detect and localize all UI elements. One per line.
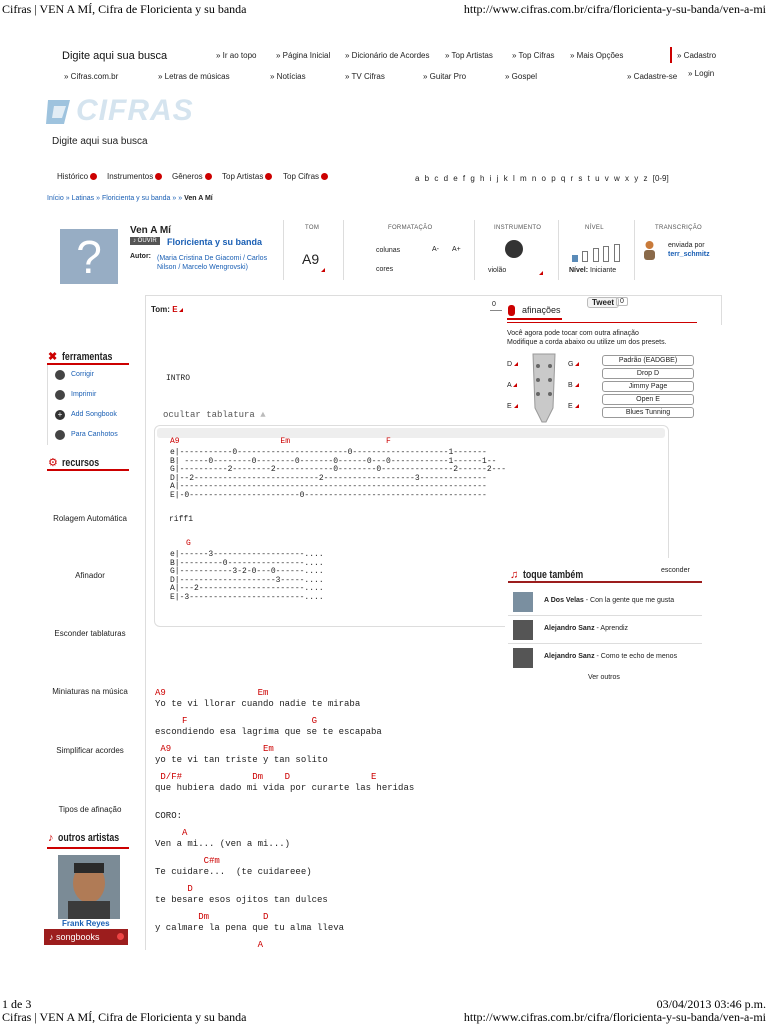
tom-value[interactable]: A9 bbox=[302, 251, 320, 267]
nav-divider bbox=[670, 47, 672, 63]
preset-padrao[interactable]: Padrão (EADGBE) bbox=[602, 355, 694, 366]
nav-noticias[interactable]: » Notícias bbox=[270, 72, 306, 81]
tab1-chords: A9 Em F bbox=[170, 437, 391, 446]
panel-divider bbox=[558, 220, 559, 280]
breadcrumb bbox=[47, 195, 213, 202]
alphabet-letter[interactable]: g bbox=[470, 174, 481, 183]
menu-label: Top Cifras bbox=[283, 172, 320, 181]
outros-artistas-title: outros artistas bbox=[57, 832, 120, 844]
alphabet-letter[interactable]: i bbox=[489, 174, 497, 183]
nivel-heading: NÍVEL bbox=[585, 225, 604, 231]
para-canhotos-link[interactable]: Para Canhotos bbox=[71, 431, 118, 438]
counter-underline bbox=[490, 310, 502, 311]
ferramentas-left-border bbox=[47, 365, 48, 445]
afinacoes-underline bbox=[507, 318, 562, 320]
content-right-border bbox=[721, 295, 722, 325]
lyrics-block bbox=[155, 688, 505, 968]
print-header-right: http://www.cifras.com.br/cifra/floricienta-y-su-banda/ven-a-mi bbox=[463, 2, 766, 16]
alphabet-letter[interactable]: v bbox=[604, 174, 615, 183]
breadcrumb-artist[interactable]: Floricienta y su banda bbox=[101, 195, 171, 202]
related-song-3[interactable] bbox=[544, 653, 677, 660]
alphabet-letter[interactable]: o bbox=[541, 174, 552, 183]
content-left-border bbox=[145, 295, 146, 950]
nav-login[interactable]: » Login bbox=[688, 69, 715, 78]
nav-tv-cifras[interactable]: » TV Cifras bbox=[345, 72, 385, 81]
dropdown-icon bbox=[575, 404, 579, 408]
author-names: (Maria Cristina De Giacomi / Carlos Nilson / Marcelo Wengrovski) bbox=[157, 255, 268, 271]
author-label: Autor: bbox=[130, 253, 151, 260]
chord-line: D bbox=[155, 884, 193, 894]
cifras-logo[interactable] bbox=[46, 94, 194, 128]
nav-cadastro[interactable]: » Cadastro bbox=[677, 51, 717, 60]
tools-icon: ✖ bbox=[48, 351, 58, 363]
ferramentas-underline bbox=[47, 363, 129, 365]
alphabet-letter[interactable]: m bbox=[519, 174, 532, 183]
printer-icon bbox=[55, 390, 65, 400]
colunas-option[interactable]: colunas bbox=[376, 247, 401, 254]
lyric-line: y calmare la pena que tu alma lleva bbox=[155, 923, 345, 933]
string-label: B bbox=[568, 382, 573, 389]
riff-label: riff1 bbox=[169, 515, 194, 524]
simplificar-acordes[interactable]: Simplificar acordes bbox=[56, 746, 124, 755]
artist-photo[interactable] bbox=[58, 855, 120, 919]
instrument-dropdown-icon[interactable] bbox=[539, 271, 543, 275]
chord-line: D/F# Dm D E bbox=[155, 772, 377, 782]
arrow-up-icon: ▲ bbox=[260, 410, 266, 420]
instrumento-heading: INSTRUMENTO bbox=[494, 225, 542, 231]
tom-bar-key[interactable]: E bbox=[172, 305, 178, 314]
chord-line: A9 Em bbox=[155, 744, 274, 754]
chevron-down-icon bbox=[205, 173, 212, 180]
related-song-2[interactable] bbox=[544, 625, 628, 632]
related-artist: Alejandro Sanz bbox=[544, 653, 595, 660]
tab-line: e|-----------0-----------------------0--------------------1------- bbox=[170, 448, 487, 457]
menu-top-cifras[interactable] bbox=[283, 172, 328, 181]
lyric-line: Yo te vi llorar cuando nadie te miraba bbox=[155, 699, 361, 709]
string-label: A bbox=[507, 382, 512, 389]
font-increase-button[interactable]: A+ bbox=[452, 246, 461, 253]
recursos-title: recursos bbox=[62, 457, 100, 469]
related-title: - Con la gente que me gusta bbox=[585, 597, 675, 604]
alphabet-letter[interactable]: x bbox=[625, 174, 635, 183]
alphabet-letter[interactable]: t bbox=[587, 174, 596, 183]
tab-line: G|-----------3-2-0---0------.... bbox=[170, 567, 324, 577]
nav-top-cifras[interactable]: » Top Cifras bbox=[512, 51, 555, 60]
string-label: D bbox=[507, 361, 513, 368]
alphabet-letter[interactable]: b bbox=[424, 174, 435, 183]
tab-line: D|--------------------3-----.... bbox=[170, 575, 324, 585]
dropdown-icon bbox=[575, 383, 579, 387]
alphabet-letter[interactable]: [0-9] bbox=[652, 174, 669, 183]
ocultar-label: ocultar tablatura bbox=[163, 410, 255, 420]
tom-dropdown-icon[interactable] bbox=[321, 268, 325, 272]
panel-divider bbox=[474, 220, 475, 280]
lyric-line: yo te vi tan triste y tan solito bbox=[155, 755, 328, 765]
headphones-icon: ♫ bbox=[510, 569, 519, 581]
tab-line: A|---------------------------------------------------------------- bbox=[170, 482, 487, 492]
tuning-peg-icon bbox=[508, 305, 515, 316]
alphabet-letter[interactable]: z bbox=[643, 174, 653, 183]
nav-mais-opcoes[interactable]: » Mais Opções bbox=[570, 51, 624, 60]
related-title: - Aprendiz bbox=[596, 625, 629, 632]
alphabet-letter[interactable]: y bbox=[634, 174, 644, 183]
tab-line: E|-0-----------------------0-------------------------------------- bbox=[170, 490, 487, 500]
alphabet-letter[interactable]: j bbox=[496, 174, 504, 183]
lyric-line: CORO: bbox=[155, 811, 183, 821]
nav-letras[interactable]: » Letras de músicas bbox=[158, 72, 230, 81]
related-song-1[interactable] bbox=[544, 597, 674, 604]
ocultar-tablatura-toggle[interactable] bbox=[163, 410, 266, 420]
alphabet-letter[interactable]: n bbox=[531, 174, 542, 183]
panel-divider bbox=[343, 220, 344, 280]
song-thumbnail bbox=[513, 620, 533, 640]
breadcrumb-sep: » bbox=[96, 195, 100, 202]
chord-line: A9 Em bbox=[155, 688, 269, 698]
tab-line: B|---------0----------------.... bbox=[170, 558, 324, 568]
dropdown-icon bbox=[575, 362, 579, 366]
string-label: E bbox=[568, 403, 573, 410]
esconder-link[interactable]: esconder bbox=[661, 567, 690, 574]
nav-gospel[interactable]: » Gospel bbox=[505, 72, 538, 81]
string-select-e-low[interactable] bbox=[507, 403, 518, 410]
nav-ir-topo[interactable]: » Ir ao topo bbox=[216, 51, 257, 60]
breadcrumb-inicio[interactable]: Início bbox=[47, 195, 64, 202]
song-thumbnail bbox=[513, 648, 533, 668]
tab-line: A|---2----------------------.... bbox=[170, 584, 324, 594]
tab2-lines bbox=[170, 551, 324, 603]
string-select-e-high[interactable] bbox=[568, 403, 579, 410]
afinacoes-desc-1: Você agora pode tocar com outra afinação bbox=[507, 330, 639, 337]
tab-line: D|--2--------------------------2-------------------3-------------- bbox=[170, 473, 487, 483]
menu-label: Instrumentos bbox=[107, 172, 154, 181]
ouvir-button[interactable]: ♪ OUVIR bbox=[130, 237, 160, 245]
imprimir-link[interactable]: Imprimir bbox=[71, 391, 97, 398]
nav-cadastre-se[interactable]: » Cadastre-se bbox=[627, 72, 678, 81]
songbooks-button[interactable] bbox=[44, 929, 128, 945]
content-top-border bbox=[145, 295, 722, 296]
print-header-left: Cifras | VEN A MÍ, Cifra de Floricienta y su banda bbox=[2, 2, 247, 16]
alphabet-letter[interactable]: u bbox=[595, 174, 605, 183]
tab2-chords: G bbox=[186, 539, 191, 548]
formatacao-heading: FORMATAÇÃO bbox=[388, 225, 433, 231]
menu-instrumentos[interactable] bbox=[107, 172, 162, 181]
wrench-icon bbox=[55, 370, 65, 380]
menu-label: Histórico bbox=[57, 172, 89, 181]
alphabet-letter[interactable]: w bbox=[614, 174, 626, 183]
alphabet-letter[interactable]: s bbox=[578, 174, 588, 183]
tab-line: E|-3------------------------.... bbox=[170, 592, 324, 602]
chord-line: Dm D bbox=[155, 912, 269, 922]
print-footer-date: 03/04/2013 03:46 p.m. bbox=[656, 997, 766, 1011]
afinacoes-rule bbox=[507, 322, 697, 323]
panel-divider bbox=[283, 220, 284, 280]
menu-label: Gêneros bbox=[172, 172, 203, 181]
menu-label: Top Artistas bbox=[222, 172, 264, 181]
font-decrease-button[interactable]: A- bbox=[432, 246, 439, 253]
tom-heading: TOM bbox=[305, 225, 320, 231]
breadcrumb-sep: » bbox=[172, 195, 177, 202]
alphabet-letter[interactable]: e bbox=[453, 174, 463, 183]
string-select-a[interactable] bbox=[507, 382, 517, 389]
breadcrumb-current: Ven A Mí bbox=[184, 195, 213, 202]
tab-line: G|----------2--------2------------0--------0---------------2------2--- bbox=[170, 465, 507, 475]
songbooks-expand-icon bbox=[117, 933, 124, 940]
tom-bar bbox=[151, 305, 183, 314]
string-select-d[interactable] bbox=[507, 361, 518, 368]
transcriber-link[interactable]: terr_schmitz bbox=[668, 251, 710, 258]
artist-placeholder-image: ? bbox=[60, 229, 118, 284]
settings-icon: ⚙ bbox=[48, 457, 58, 469]
chevron-down-icon bbox=[155, 173, 162, 180]
dropdown-icon bbox=[514, 404, 518, 408]
transcricao-heading: TRANSCRIÇÃO bbox=[655, 225, 702, 231]
preset-blues[interactable]: Blues Tunning bbox=[602, 407, 694, 418]
cores-option[interactable]: cores bbox=[376, 266, 394, 273]
lyric-line: que hubiera dado mi vida por curarte las heridas bbox=[155, 783, 415, 793]
top-search-input[interactable]: Digite aqui sua busca bbox=[62, 50, 168, 62]
afinacoes-desc-2: Modifique a corda abaixo ou utilize um dos presets. bbox=[507, 339, 667, 346]
menu-top-artistas[interactable] bbox=[222, 172, 272, 181]
related-title: - Como te echo de menos bbox=[596, 653, 678, 660]
afinador[interactable]: Afinador bbox=[75, 571, 105, 580]
chord-line: C#m bbox=[155, 856, 220, 866]
nav-dicionario[interactable]: » Dicionário de Acordes bbox=[345, 51, 430, 60]
print-footer-left: Cifras | VEN A MÍ, Cifra de Floricienta y su banda bbox=[2, 1010, 247, 1024]
alphabet-letter[interactable]: r bbox=[570, 174, 579, 183]
tab1-lines bbox=[170, 449, 506, 501]
afinacoes-title[interactable]: afinações bbox=[522, 305, 561, 315]
ferramentas-title: ferramentas bbox=[61, 351, 113, 363]
add-songbook-link[interactable]: Add Songbook bbox=[71, 411, 117, 418]
intro-label: INTRO bbox=[166, 374, 191, 383]
alphabet-letter[interactable]: q bbox=[560, 174, 571, 183]
chevron-down-icon bbox=[321, 173, 328, 180]
toque-tambem-underline bbox=[508, 581, 702, 583]
user-icon bbox=[643, 240, 656, 260]
preset-jimmy-page[interactable]: Jimmy Page bbox=[602, 381, 694, 392]
chevron-down-icon bbox=[265, 173, 272, 180]
nav-guitar-pro[interactable]: » Guitar Pro bbox=[423, 72, 467, 81]
miniaturas-na-musica[interactable]: Miniaturas na música bbox=[52, 687, 128, 696]
chord-line: F G bbox=[155, 716, 318, 726]
dropdown-icon bbox=[514, 362, 518, 366]
print-footer-right: http://www.cifras.com.br/cifra/floricienta-y-su-banda/ven-a-mi bbox=[463, 1010, 766, 1024]
string-label: E bbox=[507, 403, 512, 410]
alphabet-letter[interactable]: h bbox=[480, 174, 490, 183]
alphabet-letter[interactable]: k bbox=[503, 174, 513, 183]
sent-by-label: enviada por bbox=[668, 242, 705, 249]
tom-bar-label: Tom: bbox=[151, 305, 170, 314]
guitar-small-icon: ♪ bbox=[48, 832, 54, 844]
breadcrumb-sep: » bbox=[178, 195, 183, 202]
nav-cifras[interactable]: » Cifras.com.br bbox=[64, 72, 119, 81]
counter-badge: 0 bbox=[492, 301, 496, 308]
alphabet-letter[interactable]: a bbox=[415, 174, 425, 183]
secondary-search-input[interactable]: Digite aqui sua busca bbox=[52, 136, 148, 147]
guitar-headstock-icon bbox=[530, 352, 558, 424]
lyric-line: escondiendo esa lagrima que se te escapaba bbox=[155, 727, 382, 737]
lyric-line bbox=[155, 951, 505, 968]
tab-line: e|------3-------------------.... bbox=[170, 550, 324, 559]
guitar-icon[interactable] bbox=[505, 240, 523, 258]
lyric-line: te besare esos ojitos tan dulces bbox=[155, 895, 328, 905]
chord-line bbox=[155, 800, 505, 811]
ver-outros-link[interactable]: Ver outros bbox=[588, 674, 620, 681]
breadcrumb-latinas[interactable]: Latinas bbox=[71, 195, 95, 202]
recursos-underline bbox=[47, 469, 129, 471]
outros-artistas-header bbox=[48, 828, 134, 846]
alphabet-letter[interactable]: d bbox=[443, 174, 454, 183]
level-bars-icon bbox=[572, 244, 620, 262]
related-artist: A Dos Velas bbox=[544, 597, 584, 604]
artist-link[interactable]: Floricienta y su banda bbox=[167, 237, 263, 247]
alphabet-index[interactable] bbox=[415, 174, 669, 183]
tweet-button[interactable]: Tweet bbox=[587, 297, 619, 308]
artist-name-link[interactable]: Frank Reyes bbox=[62, 919, 110, 928]
level-value: Iniciante bbox=[590, 267, 617, 274]
tipos-de-afinacao[interactable]: Tipos de afinação bbox=[58, 805, 122, 814]
preset-drop-d[interactable]: Drop D bbox=[602, 368, 694, 379]
chord-line: A bbox=[155, 940, 264, 950]
lyric-line: Te cuidare... (te cuidareee) bbox=[155, 867, 312, 877]
instrument-value[interactable]: violão bbox=[488, 267, 507, 274]
alphabet-letter[interactable]: f bbox=[462, 174, 471, 183]
plus-icon: + bbox=[55, 410, 65, 420]
note-icon: ♪ bbox=[49, 932, 54, 942]
songbooks-label: songbooks bbox=[56, 932, 100, 942]
row-divider bbox=[508, 643, 702, 644]
string-select-g[interactable] bbox=[568, 361, 579, 368]
nav-pagina-inicial[interactable]: » Página Inicial bbox=[276, 51, 331, 60]
tweet-count: 0 bbox=[616, 297, 628, 306]
lyric-line: Ven a mi... (ven a mi...) bbox=[155, 839, 291, 849]
level-label: Nível: bbox=[569, 267, 589, 274]
string-label: G bbox=[568, 361, 574, 368]
level-text bbox=[569, 267, 616, 274]
outros-underline bbox=[47, 847, 129, 849]
tab-line: B| -----0--------0--------0-------0------0---0------------1------1-- bbox=[170, 456, 497, 466]
row-divider bbox=[508, 615, 702, 616]
dropdown-icon bbox=[513, 383, 517, 387]
preset-open-e[interactable]: Open E bbox=[602, 394, 694, 405]
song-title: Ven A Mí bbox=[130, 225, 171, 236]
alphabet-letter[interactable]: c bbox=[434, 174, 444, 183]
chord-line: A bbox=[155, 828, 188, 838]
nav-top-artistas[interactable]: » Top Artistas bbox=[445, 51, 493, 60]
logo-text: CIFRAS bbox=[76, 94, 194, 127]
esconder-tablaturas[interactable]: Esconder tablaturas bbox=[54, 629, 126, 638]
menu-historico[interactable] bbox=[57, 172, 97, 181]
chevron-down-icon bbox=[90, 173, 97, 180]
alphabet-letter[interactable]: l bbox=[512, 174, 520, 183]
menu-generos[interactable] bbox=[172, 172, 212, 181]
breadcrumb-sep: » bbox=[65, 195, 70, 202]
tom-bar-dropdown-icon[interactable] bbox=[179, 308, 183, 312]
alphabet-letter[interactable]: p bbox=[551, 174, 561, 183]
related-artist: Alejandro Sanz bbox=[544, 625, 595, 632]
hand-icon bbox=[55, 430, 65, 440]
rolagem-automatica[interactable]: Rolagem Automática bbox=[53, 514, 127, 523]
print-footer-page: 1 de 3 bbox=[2, 997, 32, 1011]
string-select-b[interactable] bbox=[568, 382, 579, 389]
song-thumbnail bbox=[513, 592, 533, 612]
toque-tambem-title: toque também bbox=[522, 569, 583, 581]
corrigir-link[interactable]: Corrigir bbox=[71, 371, 94, 378]
panel-divider bbox=[634, 220, 635, 280]
